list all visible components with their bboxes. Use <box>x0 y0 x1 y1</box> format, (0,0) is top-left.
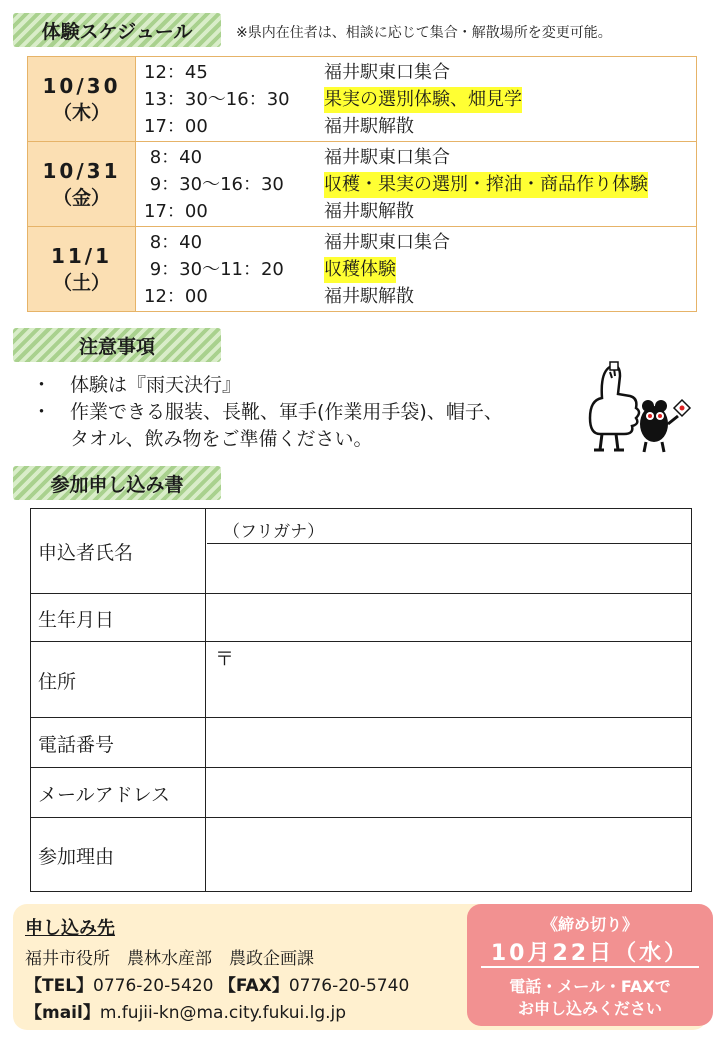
sign-icon <box>674 400 690 416</box>
schedule-activity: 福井駅東口集合 <box>324 147 450 168</box>
notes-list <box>38 372 503 453</box>
contact-organization: 福井市役所 農林水産部 農政企画課 <box>25 949 314 969</box>
schedule-weekday: （金） <box>52 186 110 209</box>
schedule-activity: 福井駅解散 <box>324 201 414 222</box>
mail-address[interactable]: m.fujii-kn@ma.city.fukui.lg.jp <box>99 1003 347 1023</box>
email-label: メールアドレス <box>31 768 206 818</box>
schedule-date: 10/30 <box>42 73 121 98</box>
schedule-date: 11/1 <box>50 243 113 268</box>
name-field[interactable] <box>209 547 689 591</box>
contact-title: 申し込み先 <box>25 918 115 939</box>
deadline-underline <box>481 966 699 968</box>
schedule-date: 10/31 <box>42 158 121 183</box>
deadline-date: 10月22日（水） <box>490 941 690 966</box>
form-row-address <box>31 641 691 718</box>
black-character-icon <box>640 400 678 452</box>
schedule-time: 17：00 <box>144 201 208 222</box>
phone-field[interactable] <box>209 720 689 766</box>
furigana-divider <box>207 543 691 544</box>
form-row-phone <box>31 717 691 768</box>
deadline-badge <box>467 904 713 1026</box>
form-section-label <box>13 466 221 500</box>
schedule-date-cell <box>28 57 136 141</box>
name-label: 申込者氏名 <box>31 509 206 593</box>
deadline-instruction-line: 電話・メール・FAXで <box>509 977 671 996</box>
tel-label: 【TEL】 <box>25 976 94 996</box>
application-form <box>30 508 692 892</box>
form-row-reason <box>31 817 691 892</box>
schedule-table <box>27 56 697 312</box>
form-row-birthday <box>31 593 691 642</box>
form-row-email <box>31 767 691 818</box>
schedule-activity-highlighted: 収穫・果実の選別・搾油・商品作り体験 <box>324 172 648 198</box>
schedule-activity: 福井駅東口集合 <box>324 62 450 83</box>
schedule-row-1 <box>28 57 696 141</box>
notes-section-label <box>13 328 221 362</box>
schedule-row-3 <box>28 226 696 311</box>
address-field[interactable] <box>209 644 689 716</box>
schedule-time: 12：45 <box>144 62 208 83</box>
birthday-field[interactable] <box>209 596 689 640</box>
schedule-section-label <box>13 13 221 47</box>
reason-field[interactable] <box>209 820 689 890</box>
note-item-continuation: タオル、飲み物をご準備ください。 <box>70 428 373 450</box>
note-item: ・ 作業できる服装、長靴、軍手(作業用手袋)、帽子、 <box>38 399 503 426</box>
schedule-date-cell <box>28 142 136 226</box>
schedule-time: 9：30〜16：30 <box>144 174 284 195</box>
schedule-time: 17：00 <box>144 116 208 137</box>
schedule-time: 12：00 <box>144 286 208 307</box>
schedule-activity: 福井駅解散 <box>324 286 414 307</box>
deadline-label: 《締め切り》 <box>541 915 638 934</box>
schedule-date-cell <box>28 227 136 311</box>
schedule-label-text: 体験スケジュール <box>41 20 193 43</box>
deadline-instructions <box>467 976 713 1020</box>
form-row-name <box>31 509 691 593</box>
fax-label: 【FAX】 <box>218 976 289 996</box>
deadline-instruction-line: お申し込みください <box>517 999 662 1018</box>
furigana-field[interactable] <box>209 511 689 541</box>
thumbs-up-character-icon <box>590 362 639 450</box>
contact-phone-fax <box>25 971 409 996</box>
email-field[interactable] <box>209 770 689 816</box>
schedule-weekday: （土） <box>52 271 110 294</box>
schedule-activity: 福井駅東口集合 <box>324 232 450 253</box>
schedule-activity-highlighted: 収穫体験 <box>324 257 396 283</box>
meeting-place-note: ※県内在住者は、相談に応じて集合・解散場所を変更可能。 <box>236 25 612 41</box>
tel-number: 0776-20-5420 <box>93 976 214 996</box>
birthday-label: 生年月日 <box>31 594 206 642</box>
note-item: ・ 体験は『雨天決行』 <box>38 372 503 399</box>
schedule-weekday: （木） <box>52 101 110 124</box>
schedule-time: 9：30〜11：20 <box>144 259 284 280</box>
notes-label-text: 注意事項 <box>78 335 155 358</box>
schedule-activity: 福井駅解散 <box>324 116 414 137</box>
schedule-row-2 <box>28 141 696 226</box>
postal-mark: 〒 <box>215 648 235 670</box>
phone-label: 電話番号 <box>31 718 206 768</box>
schedule-time: 8：40 <box>144 232 203 253</box>
schedule-time: 8：40 <box>144 147 203 168</box>
address-label: 住所 <box>31 642 206 718</box>
contact-mail <box>25 998 346 1023</box>
reason-label: 参加理由 <box>31 818 206 892</box>
schedule-time: 13：30〜16：30 <box>144 89 290 110</box>
schedule-activity-highlighted: 果実の選別体験、畑見学 <box>324 87 522 113</box>
mascot-illustration <box>582 358 692 458</box>
fax-number: 0776-20-5740 <box>288 976 410 996</box>
mail-label: 【mail】 <box>25 1003 100 1023</box>
form-label-text: 参加申し込み書 <box>50 473 184 496</box>
furigana-label: （フリガナ） <box>223 522 325 542</box>
